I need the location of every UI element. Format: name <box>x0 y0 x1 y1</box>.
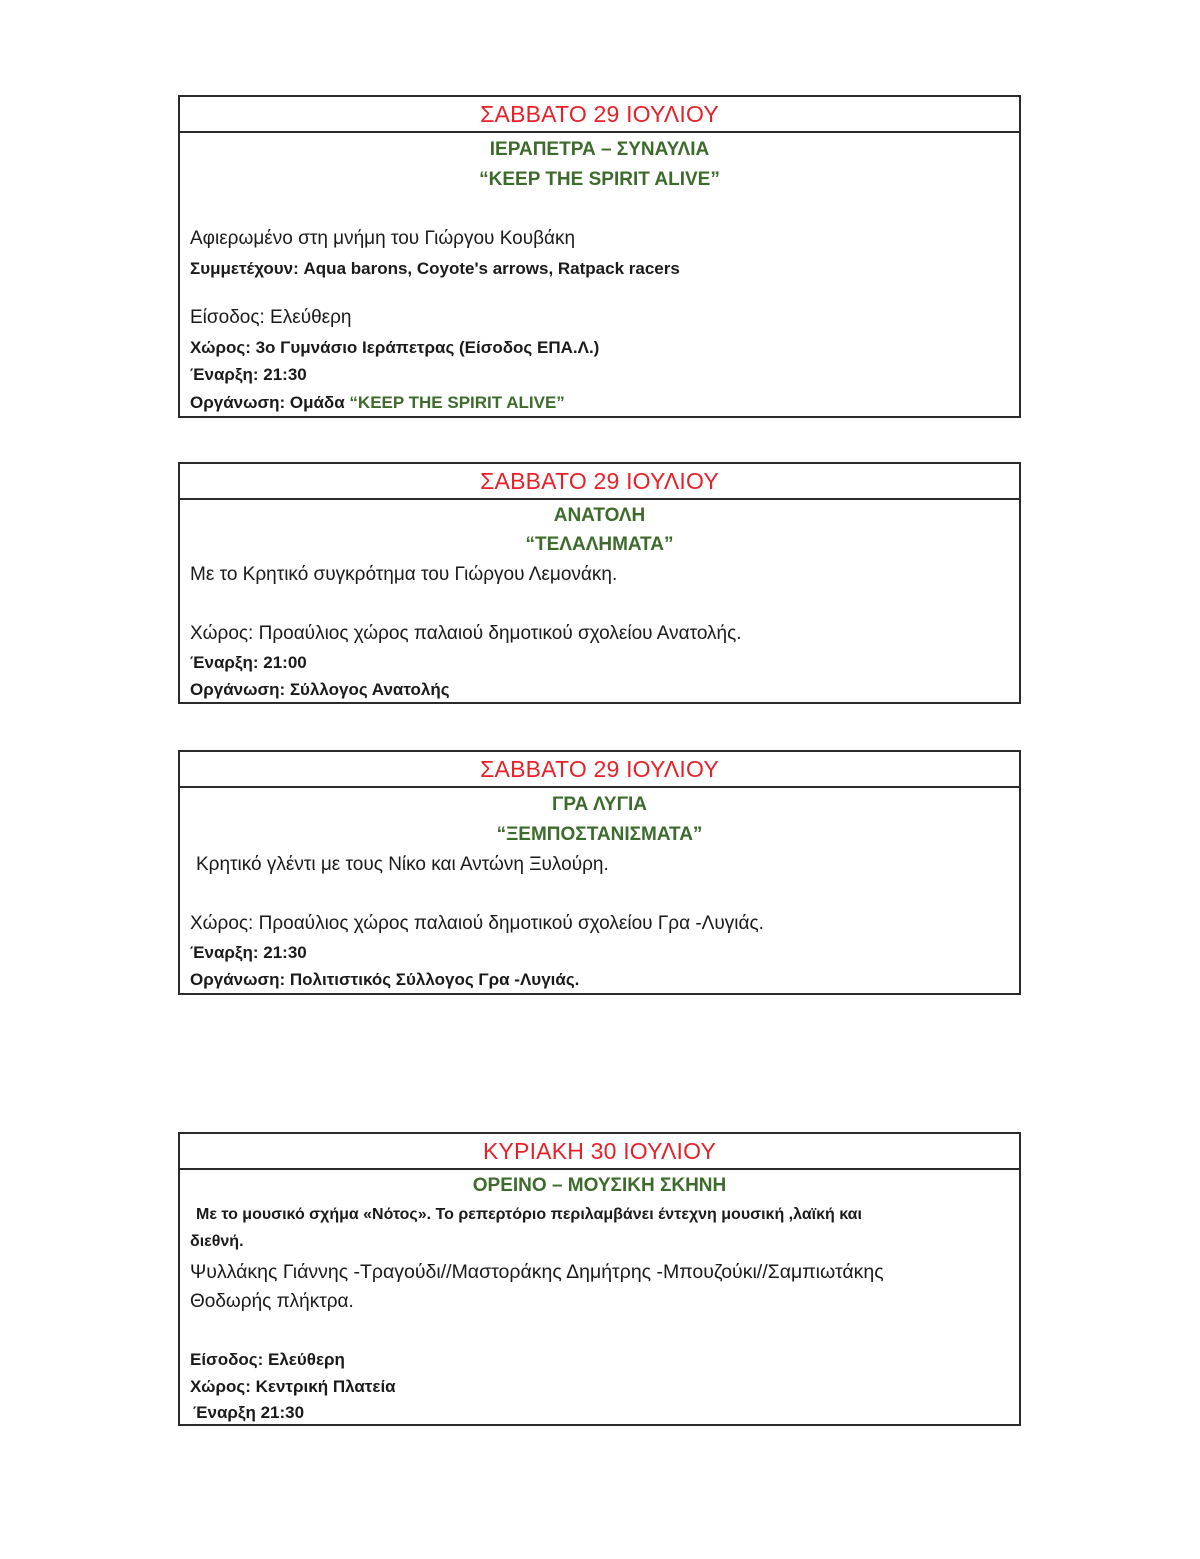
event-members-line-2: Θοδωρής πλήκτρα. <box>190 1291 354 1312</box>
card-4-bottom-rule <box>178 1424 1021 1426</box>
event-members-line-1: Ψυλλάκης Γιάννης -Τραγούδι//Μαστοράκης Δημήτρης -Μπουζούκι//Σαμπιωτάκης <box>190 1261 884 1283</box>
event-card-2 <box>178 462 1021 704</box>
event-day-header: ΚΥΡΙΑΚΗ 30 ΙΟΥΛΙΟΥ <box>180 1134 1019 1170</box>
event-title: “ΞΕΜΠΟΣΤΑΝΙΣΜΑΤΑ” <box>496 824 703 845</box>
event-venue: Χώρος: Προαύλιος χώρος παλαιού δημοτικού σχολείου Ανατολής. <box>190 623 742 644</box>
event-entry: Είσοδος: Ελεύθερη <box>190 1350 345 1369</box>
event-day-header: ΣΑΒΒΑΤΟ 29 ΙΟΥΛΙΟΥ <box>180 752 1019 788</box>
event-participants <box>190 259 680 279</box>
event-description: Κρητικό γλέντι με τους Νίκο και Αντώνη Ξυλούρη. <box>196 854 609 875</box>
event-day-header: ΣΑΒΒΑΤΟ 29 ΙΟΥΛΙΟΥ <box>180 97 1019 133</box>
event-description: Με το Κρητικό συγκρότημα του Γιώργου Λεμονάκη. <box>190 564 618 585</box>
event-dedication: Αφιερωμένο στη μνήμη του Γιώργου Κουβάκη <box>190 228 576 249</box>
participants-label: Συμμετέχουν <box>190 259 294 278</box>
event-venue: Χώρος: 3ο Γυμνάσιο Ιεράπετρας (Είσοδος ΕΠΑ.Λ.) <box>190 338 600 357</box>
event-organizer: Οργάνωση: Πολιτιστικός Σύλλογος Γρα -Λυγιάς. <box>190 970 580 989</box>
event-title: “ΤΕΛΑΛΗΜΑΤΑ” <box>525 534 674 555</box>
event-card-4 <box>178 1132 1021 1426</box>
event-venue: Χώρος: Κεντρική Πλατεία <box>190 1377 396 1396</box>
event-venue: Χώρος: Προαύλιος χώρος παλαιού δημοτικού σχολείου Γρα -Λυγιάς. <box>190 913 764 934</box>
event-place: ΙΕΡΑΠΕΤΡΑ – ΣΥΝΑΥΛΙΑ <box>489 139 710 160</box>
event-start: Έναρξη: 21:30 <box>190 365 307 384</box>
organizer-label: Οργάνωση: Ομάδα <box>190 393 350 412</box>
event-start: Έναρξη: 21:30 <box>190 943 307 962</box>
participants-list: : Aqua barons, Coyote's arrows, Ratpack racers <box>293 259 680 278</box>
event-organizer: Οργάνωση: Σύλλογος Ανατολής <box>190 680 450 699</box>
event-day-header: ΣΑΒΒΑΤΟ 29 ΙΟΥΛΙΟΥ <box>180 464 1019 500</box>
event-organizer <box>190 393 565 413</box>
event-start: Έναρξη: 21:00 <box>190 653 307 672</box>
event-place: ΑΝΑΤΟΛΗ <box>553 505 646 526</box>
event-description-line-1: Με το μουσικό σχήμα «Νότος». Το ρεπερτόριο περιλαμβάνει έντεχνη μουσική ,λαϊκή και <box>196 1206 862 1223</box>
event-start: Έναρξη 21:30 <box>193 1403 305 1422</box>
event-place: ΟΡΕΙΝΟ – ΜΟΥΣΙΚΗ ΣΚΗΝΗ <box>472 1175 727 1196</box>
event-card-3 <box>178 750 1021 995</box>
event-card-1 <box>178 95 1021 418</box>
event-title: “KEEP THE SPIRIT ALIVE” <box>479 169 720 190</box>
event-entry: Είσοδος: Ελεύθερη <box>190 307 352 328</box>
organizer-name: “KEEP THE SPIRIT ALIVE” <box>349 393 565 412</box>
event-description-line-2: διεθνή. <box>190 1233 244 1250</box>
event-place: ΓΡΑ ΛΥΓΙΑ <box>551 794 648 815</box>
